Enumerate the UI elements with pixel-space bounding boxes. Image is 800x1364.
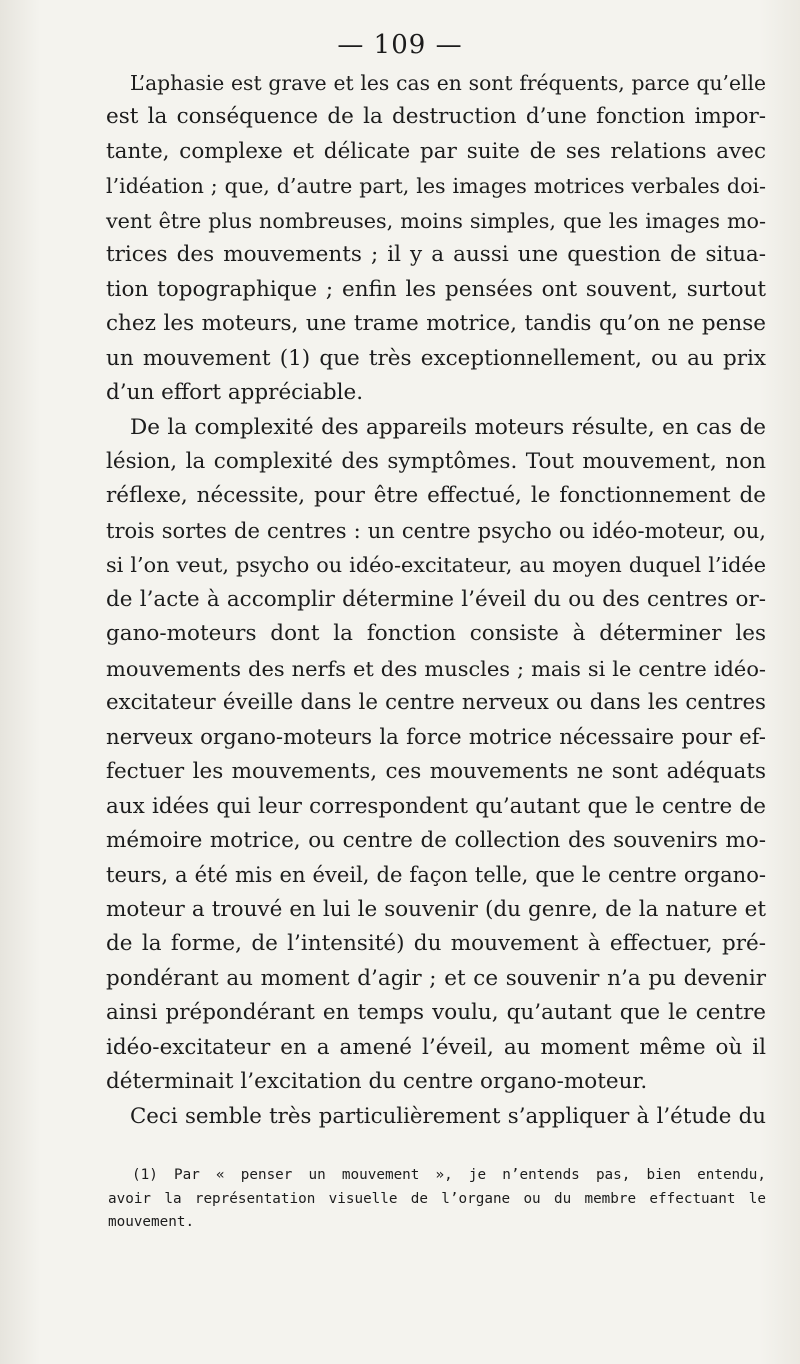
text-line: idéo-excitateur en a amené l’éveil, au moment même où il (106, 1034, 766, 1060)
text-line: de la forme, de l’intensité) du mouvement à effectuer, pré- (106, 931, 766, 957)
text-line: si l’on veut, psycho ou idéo-excitateur, au moyen duquel l’idée (106, 553, 766, 578)
text-line: l’idéation ; que, d’autre part, les images motrices verbales doi- (106, 174, 766, 199)
text-line: déterminait l’excitation du centre organo-moteur. (106, 1069, 648, 1095)
text-line: fectuer les mouvements, ces mouvements ne sont adéquats (106, 759, 766, 785)
text-line: est la conséquence de la destruction d’une fonction impor- (106, 104, 766, 130)
text-line: mémoire motrice, ou centre de collection des souvenirs mo- (106, 827, 766, 853)
text-line: L’aphasie est grave et les cas en sont fréquents, parce qu’elle (130, 71, 766, 95)
paragraph (106, 1100, 766, 1134)
text-line: mouvements des nerfs et des muscles ; mais si le centre idéo- (106, 656, 766, 681)
footnote-line: (1) Par « penser un mouvement », je n’entends pas, bien entendu, (132, 1167, 766, 1183)
text-line: nerveux organo-moteurs la force motrice nécessaire pour ef- (106, 724, 766, 750)
text-line: un mouvement (1) que très exceptionnellement, ou au prix (106, 345, 766, 371)
footnote-line: mouvement. (108, 1214, 195, 1230)
page-number: — 109 — (337, 30, 463, 60)
text-line: d’un effort appréciable. (106, 380, 364, 406)
paragraph (106, 66, 766, 411)
text-line: trois sortes de centres : un centre psycho ou idéo-moteur, ou, (106, 517, 766, 543)
text-line: réflexe, nécessite, pour être effectué, le fonctionnement de (106, 483, 766, 509)
text-line: Ceci semble très particulièrement s’appliquer à l’étude du (130, 1103, 766, 1129)
text-line: tante, complexe et délicate par suite de ses relations avec (106, 138, 766, 164)
text-line: aux idées qui leur correspondent qu’autant que le centre de (106, 793, 766, 819)
text-line: De la complexité des appareils moteurs résulte, en cas de (130, 414, 766, 440)
text-line: lésion, la complexité des symptômes. Tout mouvement, non (106, 448, 766, 474)
text-line: tion topographique ; enfin les pensées ont souvent, surtout (106, 276, 766, 302)
text-line: chez les moteurs, une trame motrice, tandis qu’on ne pense (106, 311, 766, 337)
text-line: moteur a trouvé en lui le souvenir (du genre, de la nature et (106, 896, 766, 922)
text-line: teurs, a été mis en éveil, de façon telle, que le centre organo- (106, 862, 766, 888)
text-line: ainsi prépondérant en temps voulu, qu’autant que le centre (106, 1000, 766, 1026)
text-line: pondérant au moment d’agir ; et ce souvenir n’a pu devenir (106, 965, 766, 991)
text-line: vent être plus nombreuses, moins simples, que les images mo- (106, 208, 766, 233)
footnote-line: avoir la représentation visuelle de l’organe ou du membre effectuant le (108, 1190, 766, 1207)
text-line: trices des mouvements ; il y a aussi une question de situa- (106, 242, 766, 268)
paragraph (106, 411, 766, 1100)
body-text (106, 66, 766, 1134)
text-line: excitateur éveille dans le centre nerveux ou dans les centres (106, 690, 766, 716)
text-line: de l’acte à accomplir détermine l’éveil du ou des centres or- (106, 586, 766, 612)
footnote (108, 1164, 766, 1235)
text-line: gano-moteurs dont la fonction consiste à déterminer les (106, 621, 766, 647)
